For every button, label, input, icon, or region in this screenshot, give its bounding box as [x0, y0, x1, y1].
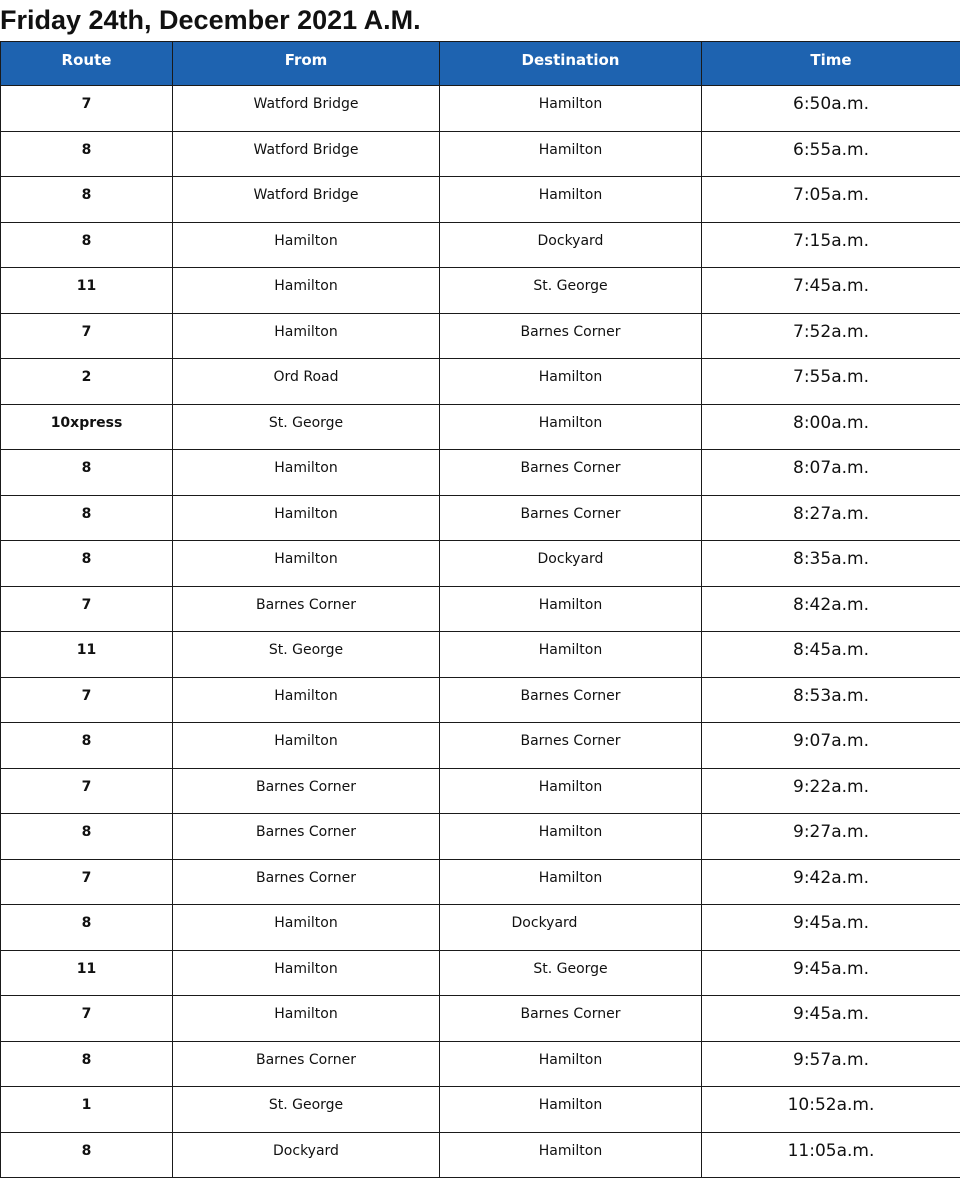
from-cell-text: Dockyard — [273, 1142, 339, 1159]
page-title: Friday 24th, December 2021 A.M. — [0, 5, 421, 35]
from-cell-text: St. George — [268, 1097, 344, 1113]
route-cell — [1, 541, 173, 587]
time-cell-text: 10:52a.m. — [787, 1095, 875, 1115]
destination-cell-text: Barnes Corner — [520, 687, 621, 704]
from-cell — [173, 1132, 440, 1178]
time-cell — [702, 814, 960, 860]
destination-cell-text: St. George — [533, 960, 608, 977]
time-cell — [702, 905, 960, 951]
table-row — [1, 632, 960, 678]
from-cell-text: Hamilton — [274, 915, 338, 931]
route-cell — [1, 222, 173, 268]
destination-cell — [440, 222, 702, 268]
table-row — [1, 450, 960, 496]
table-row — [1, 268, 960, 314]
from-cell-text: Ord Road — [273, 369, 339, 385]
time-cell — [702, 586, 960, 632]
time-cell — [702, 222, 960, 268]
table-row — [1, 768, 960, 814]
destination-cell — [440, 814, 702, 860]
time-cell-text: 9:45a.m. — [793, 913, 869, 933]
destination-cell-text: Hamilton — [538, 414, 603, 431]
destination-cell-text: Hamilton — [538, 1097, 603, 1113]
destination-cell-text: Hamilton — [538, 596, 603, 613]
time-cell-text: 7:55a.m. — [793, 367, 869, 387]
time-cell — [702, 541, 960, 587]
route-cell — [1, 814, 173, 860]
column-header-destination: Destination — [440, 42, 702, 86]
route-cell — [1, 723, 173, 769]
destination-cell — [440, 996, 702, 1042]
destination-cell — [440, 859, 702, 905]
time-cell — [702, 768, 960, 814]
time-cell — [702, 86, 960, 132]
route-cell — [1, 1087, 173, 1133]
route-cell — [1, 313, 173, 359]
from-cell-text: St. George — [268, 642, 344, 658]
column-header-from: From — [173, 42, 440, 86]
time-cell-text: 11:05a.m. — [787, 1140, 875, 1161]
destination-cell — [440, 677, 702, 723]
table-row — [1, 723, 960, 769]
from-cell-text: Hamilton — [274, 505, 338, 522]
route-cell-text: 8 — [81, 505, 92, 522]
from-cell — [173, 541, 440, 587]
route-cell — [1, 996, 173, 1042]
destination-cell-text: Hamilton — [538, 187, 603, 203]
from-cell — [173, 1041, 440, 1087]
table-row — [1, 404, 960, 450]
from-cell — [173, 677, 440, 723]
time-cell — [702, 495, 960, 541]
time-cell — [702, 359, 960, 405]
destination-cell-text: Barnes Corner — [520, 733, 621, 749]
destination-cell — [440, 177, 702, 223]
destination-cell — [440, 359, 702, 405]
route-cell — [1, 404, 173, 450]
table-row — [1, 859, 960, 905]
destination-cell-text: Hamilton — [538, 1051, 603, 1068]
route-cell-text: 8 — [81, 915, 92, 931]
destination-cell — [440, 586, 702, 632]
destination-cell-text: Barnes Corner — [520, 323, 621, 340]
route-cell — [1, 950, 173, 996]
time-cell-text: 9:42a.m. — [793, 867, 869, 888]
destination-cell — [440, 632, 702, 678]
destination-cell — [440, 905, 702, 951]
time-cell — [702, 632, 960, 678]
table-header — [1, 42, 960, 86]
table-row — [1, 677, 960, 723]
destination-cell — [440, 313, 702, 359]
destination-cell — [440, 541, 702, 587]
from-cell — [173, 996, 440, 1042]
from-cell-text: Barnes Corner — [255, 778, 357, 795]
route-cell — [1, 450, 173, 496]
bus-schedule-table — [0, 41, 960, 1178]
destination-cell-text: Barnes Corner — [520, 460, 621, 476]
time-cell-text: 9:07a.m. — [793, 731, 869, 751]
route-cell-text: 1 — [81, 1097, 92, 1113]
destination-cell-text: Hamilton — [538, 96, 603, 112]
destination-cell-text: Hamilton — [538, 642, 603, 658]
from-cell-text: Hamilton — [274, 733, 338, 749]
route-cell-text: 7 — [81, 596, 92, 613]
time-cell — [702, 268, 960, 314]
table-row — [1, 222, 960, 268]
destination-cell-text: Hamilton — [538, 1142, 603, 1159]
from-cell-text: Hamilton — [274, 687, 338, 704]
time-cell-text: 9:45a.m. — [793, 958, 869, 979]
time-cell-text: 8:53a.m. — [793, 685, 869, 706]
from-cell — [173, 222, 440, 268]
destination-cell — [440, 723, 702, 769]
destination-cell-text: Dockyard — [537, 232, 604, 249]
route-cell — [1, 1041, 173, 1087]
table-row — [1, 905, 960, 951]
time-cell-text: 6:55a.m. — [793, 139, 869, 160]
table-row — [1, 586, 960, 632]
header-row — [1, 42, 960, 86]
route-cell-text: 2 — [81, 369, 92, 385]
destination-cell — [440, 131, 702, 177]
table-row — [1, 86, 960, 132]
table-row — [1, 495, 960, 541]
from-cell-text: Barnes Corner — [255, 824, 357, 840]
destination-cell-text: Barnes Corner — [520, 1006, 621, 1022]
from-cell — [173, 632, 440, 678]
time-cell-text: 8:35a.m. — [793, 549, 869, 569]
from-cell-text: Hamilton — [274, 278, 338, 294]
from-cell-text: Hamilton — [274, 323, 338, 340]
from-cell-text: Hamilton — [274, 1006, 338, 1022]
time-cell-text: 8:45a.m. — [793, 640, 869, 660]
from-cell-text: Hamilton — [274, 460, 338, 476]
from-cell-text: Watford Bridge — [253, 141, 359, 158]
from-cell — [173, 86, 440, 132]
time-cell-text: 9:45a.m. — [793, 1004, 869, 1024]
from-cell — [173, 814, 440, 860]
time-cell — [702, 859, 960, 905]
route-cell-text: 7 — [81, 869, 92, 886]
from-cell — [173, 495, 440, 541]
route-cell — [1, 268, 173, 314]
destination-cell — [440, 86, 702, 132]
destination-cell-text: Hamilton — [538, 778, 603, 795]
from-cell — [173, 313, 440, 359]
destination-cell-text: Barnes Corner — [520, 505, 621, 522]
route-cell-text: 11 — [76, 278, 97, 294]
destination-cell — [440, 268, 702, 314]
from-cell-text: Hamilton — [274, 551, 338, 567]
route-cell-text: 7 — [81, 323, 92, 340]
destination-cell-text: Hamilton — [538, 824, 603, 840]
time-cell — [702, 950, 960, 996]
from-cell — [173, 359, 440, 405]
route-cell — [1, 177, 173, 223]
table-row — [1, 814, 960, 860]
from-cell — [173, 131, 440, 177]
route-cell — [1, 632, 173, 678]
time-cell-text: 7:45a.m. — [793, 276, 869, 296]
table-row — [1, 1132, 960, 1178]
destination-cell-text: St. George — [533, 278, 608, 294]
route-cell — [1, 1132, 173, 1178]
destination-cell-text: Dockyard — [511, 915, 578, 931]
route-cell — [1, 859, 173, 905]
time-cell-text: 8:27a.m. — [793, 503, 869, 524]
table-row — [1, 177, 960, 223]
from-cell — [173, 950, 440, 996]
time-cell-text: 8:00a.m. — [793, 412, 869, 433]
time-cell-text: 7:52a.m. — [793, 321, 869, 342]
from-cell — [173, 768, 440, 814]
route-cell — [1, 768, 173, 814]
route-cell — [1, 677, 173, 723]
time-cell — [702, 131, 960, 177]
table-row — [1, 359, 960, 405]
time-cell-text: 8:42a.m. — [793, 594, 869, 615]
time-cell — [702, 1041, 960, 1087]
route-cell-text: 8 — [81, 232, 92, 249]
route-cell-text: 8 — [81, 141, 92, 158]
from-cell-text: Watford Bridge — [253, 187, 359, 203]
from-cell-text: Barnes Corner — [255, 869, 357, 886]
destination-cell — [440, 1087, 702, 1133]
route-cell-text: 8 — [81, 460, 92, 476]
destination-cell — [440, 450, 702, 496]
from-cell-text: Hamilton — [274, 232, 338, 249]
route-cell — [1, 86, 173, 132]
route-cell-text: 8 — [81, 1142, 92, 1159]
from-cell-text: St. George — [268, 414, 344, 431]
destination-cell-text: Dockyard — [537, 551, 604, 567]
destination-cell-text: Hamilton — [538, 369, 603, 385]
time-cell-text: 8:07a.m. — [793, 458, 869, 478]
destination-cell — [440, 1041, 702, 1087]
route-cell — [1, 359, 173, 405]
time-cell — [702, 177, 960, 223]
route-cell-text: 11 — [76, 960, 97, 977]
route-cell — [1, 905, 173, 951]
time-cell — [702, 1132, 960, 1178]
time-cell — [702, 313, 960, 359]
route-cell-text: 7 — [81, 96, 92, 112]
time-cell — [702, 996, 960, 1042]
time-cell-text: 9:57a.m. — [793, 1049, 869, 1070]
table-row — [1, 1087, 960, 1133]
destination-cell — [440, 768, 702, 814]
route-cell-text: 8 — [81, 551, 92, 567]
time-cell-text: 9:27a.m. — [793, 822, 869, 842]
time-cell — [702, 404, 960, 450]
route-cell-text: 10xpress — [50, 414, 123, 431]
time-cell — [702, 723, 960, 769]
destination-cell-text: Hamilton — [538, 869, 603, 886]
column-header-route: Route — [1, 42, 173, 86]
from-cell-text: Watford Bridge — [253, 96, 359, 112]
route-cell — [1, 131, 173, 177]
from-cell — [173, 723, 440, 769]
column-header-time: Time — [702, 42, 960, 86]
route-cell-text: 8 — [81, 733, 92, 749]
time-cell-text: 9:22a.m. — [793, 776, 869, 797]
destination-cell — [440, 1132, 702, 1178]
table-row — [1, 131, 960, 177]
from-cell-text: Barnes Corner — [255, 1051, 357, 1068]
table-body — [1, 86, 960, 1178]
route-cell-text: 7 — [81, 1006, 92, 1022]
time-cell — [702, 1087, 960, 1133]
route-cell-text: 11 — [76, 642, 97, 658]
from-cell-text: Hamilton — [274, 960, 338, 977]
destination-cell — [440, 404, 702, 450]
from-cell — [173, 268, 440, 314]
from-cell — [173, 859, 440, 905]
destination-cell-text: Hamilton — [538, 141, 603, 158]
table-row — [1, 1041, 960, 1087]
time-cell — [702, 677, 960, 723]
from-cell — [173, 404, 440, 450]
table-row — [1, 313, 960, 359]
route-cell-text: 7 — [81, 778, 92, 795]
from-cell — [173, 586, 440, 632]
from-cell — [173, 1087, 440, 1133]
destination-cell — [440, 495, 702, 541]
route-cell-text: 7 — [81, 687, 92, 704]
time-cell-text: 7:15a.m. — [793, 230, 869, 251]
table-row — [1, 996, 960, 1042]
route-cell — [1, 495, 173, 541]
time-cell — [702, 450, 960, 496]
destination-cell — [440, 950, 702, 996]
route-cell — [1, 586, 173, 632]
from-cell-text: Barnes Corner — [255, 596, 357, 613]
from-cell — [173, 177, 440, 223]
route-cell-text: 8 — [81, 824, 92, 840]
route-cell-text: 8 — [81, 1051, 92, 1068]
table-row — [1, 541, 960, 587]
time-cell-text: 7:05a.m. — [793, 185, 869, 205]
route-cell-text: 8 — [81, 187, 92, 203]
time-cell-text: 6:50a.m. — [793, 94, 869, 114]
table-row — [1, 950, 960, 996]
from-cell — [173, 450, 440, 496]
